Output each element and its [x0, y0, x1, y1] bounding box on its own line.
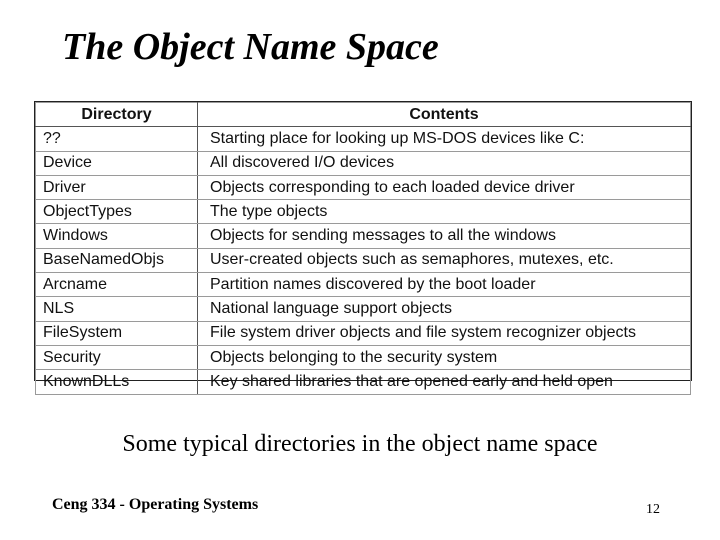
page-number: 12	[646, 502, 660, 517]
contents-cell: Partition names discovered by the boot loader	[198, 273, 691, 297]
table-header-row	[36, 103, 691, 127]
directory-cell: KnownDLLs	[36, 370, 198, 394]
table-row	[36, 151, 691, 175]
table-row	[36, 127, 691, 151]
directory-cell: BaseNamedObjs	[36, 248, 198, 272]
contents-cell: National language support objects	[198, 297, 691, 321]
table-row	[36, 224, 691, 248]
contents-cell: Key shared libraries that are opened early and held open	[198, 370, 691, 394]
directory-cell: Driver	[36, 175, 198, 199]
table-row	[36, 345, 691, 369]
contents-cell: Starting place for looking up MS-DOS devices like C:	[198, 127, 691, 151]
table-row	[36, 200, 691, 224]
slide-title: The Object Name Space	[62, 26, 439, 68]
header-directory: Directory	[36, 103, 198, 127]
directory-cell: ??	[36, 127, 198, 151]
contents-cell: All discovered I/O devices	[198, 151, 691, 175]
contents-cell: User-created objects such as semaphores, mutexes, etc.	[198, 248, 691, 272]
table-row	[36, 273, 691, 297]
footer-course-name: Ceng 334 - Operating Systems	[52, 496, 259, 513]
directory-cell: Security	[36, 345, 198, 369]
contents-cell: Objects for sending messages to all the windows	[198, 224, 691, 248]
directory-table	[35, 102, 691, 395]
directory-cell: ObjectTypes	[36, 200, 198, 224]
contents-cell: Objects corresponding to each loaded device driver	[198, 175, 691, 199]
table-row	[36, 175, 691, 199]
table-row	[36, 370, 691, 394]
directory-cell: FileSystem	[36, 321, 198, 345]
directory-cell: Device	[36, 151, 198, 175]
directory-table-frame	[34, 101, 692, 390]
directory-cell: Arcname	[36, 273, 198, 297]
table-row	[36, 248, 691, 272]
table-row	[36, 321, 691, 345]
table-caption: Some typical directories in the object name space	[122, 431, 598, 457]
directory-cell: Windows	[36, 224, 198, 248]
contents-cell: Objects belonging to the security system	[198, 345, 691, 369]
contents-cell: File system driver objects and file system recognizer objects	[198, 321, 691, 345]
contents-cell: The type objects	[198, 200, 691, 224]
directory-cell: NLS	[36, 297, 198, 321]
header-contents: Contents	[198, 103, 691, 127]
table-row	[36, 297, 691, 321]
